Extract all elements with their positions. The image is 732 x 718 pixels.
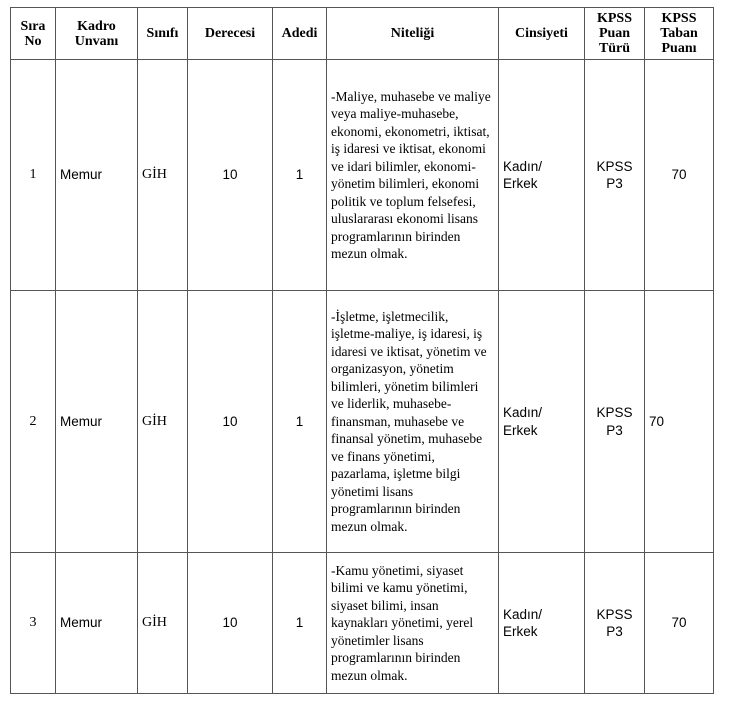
cell-kadro-unvani: Memur — [56, 291, 138, 553]
cell-kpss-puan-turu: KPSS P3 — [585, 60, 645, 291]
header-kpss-puan-turu: KPSS Puan Türü — [585, 8, 645, 60]
header-niteligi: Niteliği — [327, 8, 499, 60]
cell-cinsiyeti: Kadın/ Erkek — [499, 60, 585, 291]
cell-kpss-taban-puani: 70 — [645, 291, 714, 553]
header-sinifi: Sınıfı — [138, 8, 188, 60]
cell-kpss-puan-turu: KPSS P3 — [585, 291, 645, 553]
cell-kadro-unvani: Memur — [56, 553, 138, 694]
cell-kpss-puan-turu: KPSS P3 — [585, 553, 645, 694]
cell-niteligi: -Maliye, muhasebe ve maliye veya maliye-muhasebe, ekonomi, ekonometri, iktisat, iş idaresi ve iktisat, ekonomi ve idari bilimler, ekonomi-yönetim bilimleri, ekonomi politik ve toplum felsefesi, uluslararası ekonomi lisans programlarının birinden mezun olmak. — [327, 60, 499, 291]
cell-cinsiyeti: Kadın/ Erkek — [499, 291, 585, 553]
header-sira-no: Sıra No — [11, 8, 56, 60]
table-row — [11, 291, 714, 553]
header-kpss-taban-puani: KPSS Taban Puanı — [645, 8, 714, 60]
cell-sira-no: 1 — [11, 60, 56, 291]
cell-derecesi: 10 — [188, 553, 273, 694]
cell-sinifi: GİH — [138, 291, 188, 553]
cell-kadro-unvani: Memur — [56, 60, 138, 291]
cell-adedi: 1 — [273, 60, 327, 291]
cell-sira-no: 2 — [11, 291, 56, 553]
cell-kpss-taban-puani: 70 — [645, 553, 714, 694]
cell-sinifi: GİH — [138, 60, 188, 291]
header-adedi: Adedi — [273, 8, 327, 60]
header-kadro-unvani: Kadro Unvanı — [56, 8, 138, 60]
cell-cinsiyeti: Kadın/ Erkek — [499, 553, 585, 694]
cell-niteligi: -Kamu yönetimi, siyaset bilimi ve kamu yönetimi, siyaset bilimi, insan kaynakları yönetimi, yerel yönetimler lisans programlarının birinden mezun olmak. — [327, 553, 499, 694]
table-row — [11, 553, 714, 694]
table-row — [11, 60, 714, 291]
cell-sira-no: 3 — [11, 553, 56, 694]
cell-derecesi: 10 — [188, 291, 273, 553]
header-cinsiyeti: Cinsiyeti — [499, 8, 585, 60]
cell-niteligi: -İşletme, işletmecilik, işletme-maliye, iş idaresi, iş idaresi ve iktisat, yönetim ve organizasyon, yönetim bilimleri, yönetim bilimleri ve liderlik, muhasebe-finansman, muhasebe ve finansal yönetim, muhasebe ve finans yönetimi, pazarlama, işletme bilgi yönetimi lisans programlarının birinden mezun olmak. — [327, 291, 499, 553]
cell-derecesi: 10 — [188, 60, 273, 291]
staff-position-table — [10, 7, 714, 694]
header-derecesi: Derecesi — [188, 8, 273, 60]
cell-adedi: 1 — [273, 291, 327, 553]
table-header-row — [11, 8, 714, 60]
cell-kpss-taban-puani: 70 — [645, 60, 714, 291]
cell-adedi: 1 — [273, 553, 327, 694]
cell-sinifi: GİH — [138, 553, 188, 694]
